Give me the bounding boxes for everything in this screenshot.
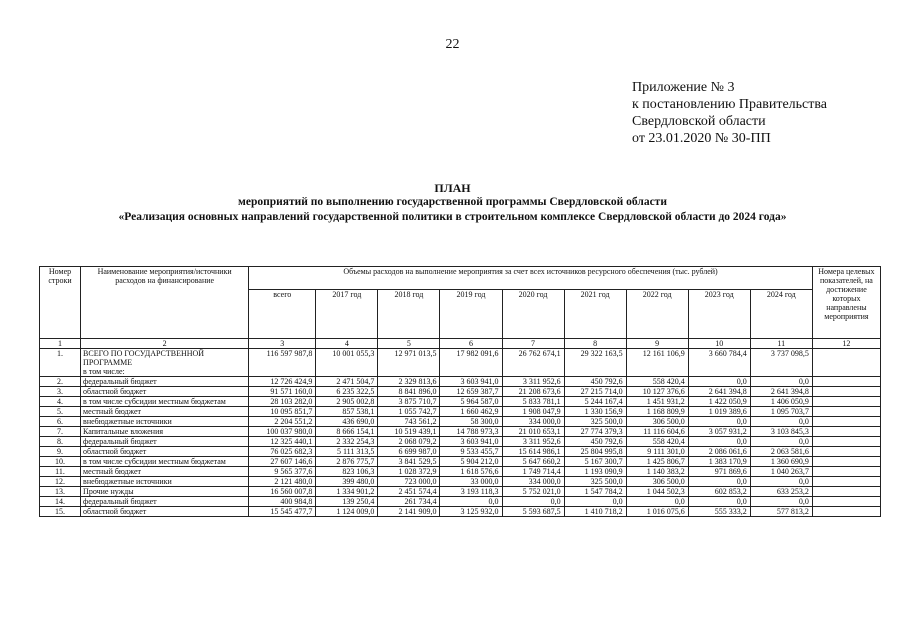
value-cell: 116 597 987,8 [249, 349, 316, 377]
table-row [40, 507, 881, 517]
value-cell: 857 538,1 [316, 407, 378, 417]
value-cell: 5 593 687,5 [502, 507, 564, 517]
value-cell: 76 025 682,3 [249, 447, 316, 457]
row-name-cell [81, 407, 249, 417]
table-row [40, 457, 881, 467]
table-row [40, 477, 881, 487]
header-year: 2018 год [378, 290, 440, 339]
value-cell: 91 571 160,0 [249, 387, 316, 397]
row-number: 12. [40, 477, 81, 487]
value-cell: 2 121 480,0 [249, 477, 316, 487]
value-cell: 558 420,4 [626, 377, 688, 387]
row-number: 8. [40, 437, 81, 447]
table-row [40, 427, 881, 437]
value-cell: 5 647 660,2 [502, 457, 564, 467]
row-name-cell [81, 447, 249, 457]
table-row [40, 467, 881, 477]
value-cell: 10 519 439,1 [378, 427, 440, 437]
appendix-line: Приложение № 3 [632, 80, 735, 95]
value-cell: 3 125 932,0 [440, 507, 502, 517]
value-cell: 1 140 383,2 [626, 467, 688, 477]
value-cell: 1 383 170,9 [688, 457, 750, 467]
value-cell: 0,0 [750, 417, 812, 427]
value-cell: 0,0 [564, 497, 626, 507]
page-number: 22 [445, 37, 460, 52]
target-cell [812, 507, 880, 517]
value-cell: 3 311 952,6 [502, 437, 564, 447]
value-cell: 723 000,0 [378, 477, 440, 487]
value-cell: 555 333,2 [688, 507, 750, 517]
value-cell: 1 193 090,9 [564, 467, 626, 477]
value-cell: 2 471 504,7 [316, 377, 378, 387]
value-cell: 2 068 079,2 [378, 437, 440, 447]
value-cell: 0,0 [688, 497, 750, 507]
target-cell [812, 397, 880, 407]
row-subtitle: в том числе: [83, 367, 125, 376]
target-cell [812, 477, 880, 487]
table-row [40, 447, 881, 457]
row-name: областной бюджет [83, 447, 147, 456]
row-name: местный бюджет [83, 407, 142, 416]
appendix-line: Свердловской области [632, 114, 766, 129]
value-cell: 3 841 529,5 [378, 457, 440, 467]
column-index: 3 [249, 339, 316, 349]
value-cell: 1 044 502,3 [626, 487, 688, 497]
row-number: 1. [40, 349, 81, 377]
row-number: 2. [40, 377, 81, 387]
appendix-line: от 23.01.2020 № 30-ПП [632, 131, 771, 146]
document-title [0, 181, 905, 225]
value-cell: 3 875 710,7 [378, 397, 440, 407]
header-year: 2021 год [564, 290, 626, 339]
value-cell: 334 000,0 [502, 417, 564, 427]
target-cell [812, 427, 880, 437]
value-cell: 743 561,2 [378, 417, 440, 427]
value-cell: 5 833 781,1 [502, 397, 564, 407]
value-cell: 29 322 163,5 [564, 349, 626, 377]
value-cell: 1 055 742,7 [378, 407, 440, 417]
row-number: 4. [40, 397, 81, 407]
column-index: 1 [40, 339, 81, 349]
value-cell: 27 215 714,0 [564, 387, 626, 397]
value-cell: 633 253,2 [750, 487, 812, 497]
appendix-header [632, 79, 827, 147]
row-name: федеральный бюджет [83, 497, 157, 506]
header-total: всего [249, 290, 316, 339]
value-cell: 11 116 604,6 [626, 427, 688, 437]
value-cell: 3 057 931,2 [688, 427, 750, 437]
value-cell: 0,0 [688, 417, 750, 427]
value-cell: 6 699 987,0 [378, 447, 440, 457]
value-cell: 2 451 574,4 [378, 487, 440, 497]
table-row [40, 437, 881, 447]
column-index: 6 [440, 339, 502, 349]
plan-table [39, 266, 881, 517]
value-cell: 3 737 098,5 [750, 349, 812, 377]
column-index: 10 [688, 339, 750, 349]
value-cell: 3 603 941,0 [440, 377, 502, 387]
row-name: Капитальные вложения [83, 427, 164, 436]
row-name-cell [81, 427, 249, 437]
value-cell: 2 141 909,0 [378, 507, 440, 517]
row-name-cell [81, 437, 249, 447]
value-cell: 26 762 674,1 [502, 349, 564, 377]
header-targets: Номера целевых показателей, на достижение которых направлены мероприятия [812, 267, 880, 339]
header-year: 2019 год [440, 290, 502, 339]
row-name-cell [81, 507, 249, 517]
value-cell: 2 905 002,8 [316, 397, 378, 407]
row-name-cell [81, 457, 249, 467]
value-cell: 1 168 809,9 [626, 407, 688, 417]
value-cell: 450 792,6 [564, 437, 626, 447]
value-cell: 1 016 075,6 [626, 507, 688, 517]
value-cell: 334 000,0 [502, 477, 564, 487]
value-cell: 5 167 300,7 [564, 457, 626, 467]
value-cell: 1 425 806,7 [626, 457, 688, 467]
value-cell: 399 480,0 [316, 477, 378, 487]
value-cell: 1 095 703,7 [750, 407, 812, 417]
value-cell: 1 749 714,4 [502, 467, 564, 477]
row-name: внебюджетные источники [83, 477, 172, 486]
target-cell [812, 407, 880, 417]
row-name: областной бюджет [83, 387, 147, 396]
value-cell: 12 726 424,9 [249, 377, 316, 387]
value-cell: 8 666 154,1 [316, 427, 378, 437]
value-cell: 2 332 254,3 [316, 437, 378, 447]
row-name-cell [81, 487, 249, 497]
target-cell [812, 387, 880, 397]
value-cell: 0,0 [440, 497, 502, 507]
value-cell: 27 774 379,3 [564, 427, 626, 437]
value-cell: 1 334 901,2 [316, 487, 378, 497]
value-cell: 9 111 301,0 [626, 447, 688, 457]
row-name-cell [81, 397, 249, 407]
target-cell [812, 497, 880, 507]
column-index: 11 [750, 339, 812, 349]
header-year: 2023 год [688, 290, 750, 339]
value-cell: 1 040 263,7 [750, 467, 812, 477]
row-number: 10. [40, 457, 81, 467]
title-line: ПЛАН [434, 181, 471, 195]
target-cell [812, 349, 880, 377]
row-name-cell [81, 349, 249, 377]
value-cell: 577 813,2 [750, 507, 812, 517]
target-cell [812, 417, 880, 427]
table-row [40, 387, 881, 397]
value-cell: 1 547 784,2 [564, 487, 626, 497]
value-cell: 6 235 322,5 [316, 387, 378, 397]
title-line: мероприятий по выполнению государственной программы Свердловской области [238, 196, 667, 208]
row-number: 13. [40, 487, 81, 497]
column-index: 4 [316, 339, 378, 349]
column-index-row [40, 339, 881, 349]
value-cell: 0,0 [688, 377, 750, 387]
value-cell: 400 984,8 [249, 497, 316, 507]
value-cell: 1 660 462,9 [440, 407, 502, 417]
row-name-cell [81, 377, 249, 387]
value-cell: 261 734,4 [378, 497, 440, 507]
row-name: Прочие нужды [83, 487, 134, 496]
value-cell: 2 329 813,6 [378, 377, 440, 387]
table-row [40, 377, 881, 387]
value-cell: 0,0 [750, 377, 812, 387]
header-year: 2017 год [316, 290, 378, 339]
row-number: 11. [40, 467, 81, 477]
row-name: федеральный бюджет [83, 437, 157, 446]
table-row [40, 397, 881, 407]
value-cell: 823 106,3 [316, 467, 378, 477]
row-name-cell [81, 417, 249, 427]
row-name: федеральный бюджет [83, 377, 157, 386]
value-cell: 306 500,0 [626, 417, 688, 427]
column-index: 2 [81, 339, 249, 349]
target-cell [812, 467, 880, 477]
value-cell: 450 792,6 [564, 377, 626, 387]
row-name-cell [81, 387, 249, 397]
row-name: в том числе субсидии местным бюджетам [83, 457, 226, 466]
value-cell: 1 330 156,9 [564, 407, 626, 417]
header-year: 2020 год [502, 290, 564, 339]
value-cell: 1 406 050,9 [750, 397, 812, 407]
value-cell: 2 641 394,8 [688, 387, 750, 397]
row-name: внебюджетные источники [83, 417, 172, 426]
value-cell: 5 904 212,0 [440, 457, 502, 467]
header-row-number: Номер строки [40, 267, 81, 339]
table-row [40, 487, 881, 497]
value-cell: 28 103 282,0 [249, 397, 316, 407]
row-name-cell [81, 497, 249, 507]
value-cell: 3 603 941,0 [440, 437, 502, 447]
value-cell: 139 250,4 [316, 497, 378, 507]
target-cell [812, 487, 880, 497]
row-name: местный бюджет [83, 467, 142, 476]
column-index: 5 [378, 339, 440, 349]
row-number: 6. [40, 417, 81, 427]
value-cell: 1 019 389,6 [688, 407, 750, 417]
value-cell: 9 533 455,7 [440, 447, 502, 457]
value-cell: 5 752 021,0 [502, 487, 564, 497]
row-name: областной бюджет [83, 507, 147, 516]
table-row [40, 349, 881, 377]
value-cell: 10 001 055,3 [316, 349, 378, 377]
value-cell: 1 410 718,2 [564, 507, 626, 517]
value-cell: 325 500,0 [564, 477, 626, 487]
value-cell: 2 641 394,8 [750, 387, 812, 397]
value-cell: 27 607 146,6 [249, 457, 316, 467]
value-cell: 0,0 [688, 477, 750, 487]
row-number: 15. [40, 507, 81, 517]
value-cell: 3 103 845,3 [750, 427, 812, 437]
table-row [40, 417, 881, 427]
row-name: ВСЕГО ПО ГОСУДАРСТВЕННОЙ ПРОГРАММЕ [83, 349, 205, 367]
value-cell: 10 127 376,6 [626, 387, 688, 397]
row-number: 7. [40, 427, 81, 437]
value-cell: 0,0 [750, 437, 812, 447]
row-name-cell [81, 477, 249, 487]
value-cell: 12 971 013,5 [378, 349, 440, 377]
column-index: 8 [564, 339, 626, 349]
value-cell: 602 853,2 [688, 487, 750, 497]
value-cell: 33 000,0 [440, 477, 502, 487]
target-cell [812, 447, 880, 457]
value-cell: 5 964 587,0 [440, 397, 502, 407]
value-cell: 100 037 980,0 [249, 427, 316, 437]
value-cell: 971 869,6 [688, 467, 750, 477]
value-cell: 1 451 931,2 [626, 397, 688, 407]
value-cell: 0,0 [750, 477, 812, 487]
value-cell: 12 325 440,1 [249, 437, 316, 447]
row-number: 9. [40, 447, 81, 457]
title-line: «Реализация основных направлений государственной политики в строительном комплексе Свердловской области до 2024 года» [118, 211, 787, 223]
value-cell: 436 690,0 [316, 417, 378, 427]
value-cell: 12 161 106,9 [626, 349, 688, 377]
row-number: 3. [40, 387, 81, 397]
value-cell: 16 560 007,8 [249, 487, 316, 497]
value-cell: 306 500,0 [626, 477, 688, 487]
header-year: 2024 год [750, 290, 812, 339]
value-cell: 0,0 [626, 497, 688, 507]
value-cell: 2 204 551,2 [249, 417, 316, 427]
row-name-cell [81, 467, 249, 477]
appendix-line: к постановлению Правительства [632, 97, 828, 112]
value-cell: 3 311 952,6 [502, 377, 564, 387]
value-cell: 2 876 775,7 [316, 457, 378, 467]
value-cell: 3 660 784,4 [688, 349, 750, 377]
value-cell: 3 193 118,3 [440, 487, 502, 497]
value-cell: 21 010 653,1 [502, 427, 564, 437]
value-cell: 1 618 576,6 [440, 467, 502, 477]
row-number: 5. [40, 407, 81, 417]
value-cell: 0,0 [688, 437, 750, 447]
row-number: 14. [40, 497, 81, 507]
value-cell: 5 111 313,5 [316, 447, 378, 457]
target-cell [812, 437, 880, 447]
value-cell: 25 804 995,8 [564, 447, 626, 457]
target-cell [812, 457, 880, 467]
value-cell: 1 422 050,9 [688, 397, 750, 407]
value-cell: 2 086 061,6 [688, 447, 750, 457]
value-cell: 1 028 372,9 [378, 467, 440, 477]
value-cell: 15 614 986,1 [502, 447, 564, 457]
value-cell: 0,0 [502, 497, 564, 507]
value-cell: 2 063 581,6 [750, 447, 812, 457]
value-cell: 12 659 387,7 [440, 387, 502, 397]
value-cell: 9 565 377,6 [249, 467, 316, 477]
value-cell: 1 124 009,0 [316, 507, 378, 517]
value-cell: 10 095 851,7 [249, 407, 316, 417]
target-cell [812, 377, 880, 387]
column-index: 7 [502, 339, 564, 349]
row-name: в том числе субсидии местным бюджетам [83, 397, 226, 406]
header-volumes: Объемы расходов на выполнение мероприятия за счет всех источников ресурсного обеспечения (тыс. рублей) [249, 267, 813, 290]
value-cell: 17 982 091,6 [440, 349, 502, 377]
value-cell: 5 244 167,4 [564, 397, 626, 407]
value-cell: 8 841 896,0 [378, 387, 440, 397]
value-cell: 15 545 477,7 [249, 507, 316, 517]
value-cell: 558 420,4 [626, 437, 688, 447]
table-row [40, 497, 881, 507]
value-cell: 0,0 [750, 497, 812, 507]
header-year: 2022 год [626, 290, 688, 339]
value-cell: 58 300,0 [440, 417, 502, 427]
header-name: Наименование мероприятия/источники расходов на финансирование [81, 267, 249, 339]
value-cell: 14 788 973,3 [440, 427, 502, 437]
value-cell: 21 208 673,6 [502, 387, 564, 397]
value-cell: 1 908 047,9 [502, 407, 564, 417]
column-index: 12 [812, 339, 880, 349]
table-row [40, 407, 881, 417]
column-index: 9 [626, 339, 688, 349]
value-cell: 325 500,0 [564, 417, 626, 427]
value-cell: 1 360 690,9 [750, 457, 812, 467]
